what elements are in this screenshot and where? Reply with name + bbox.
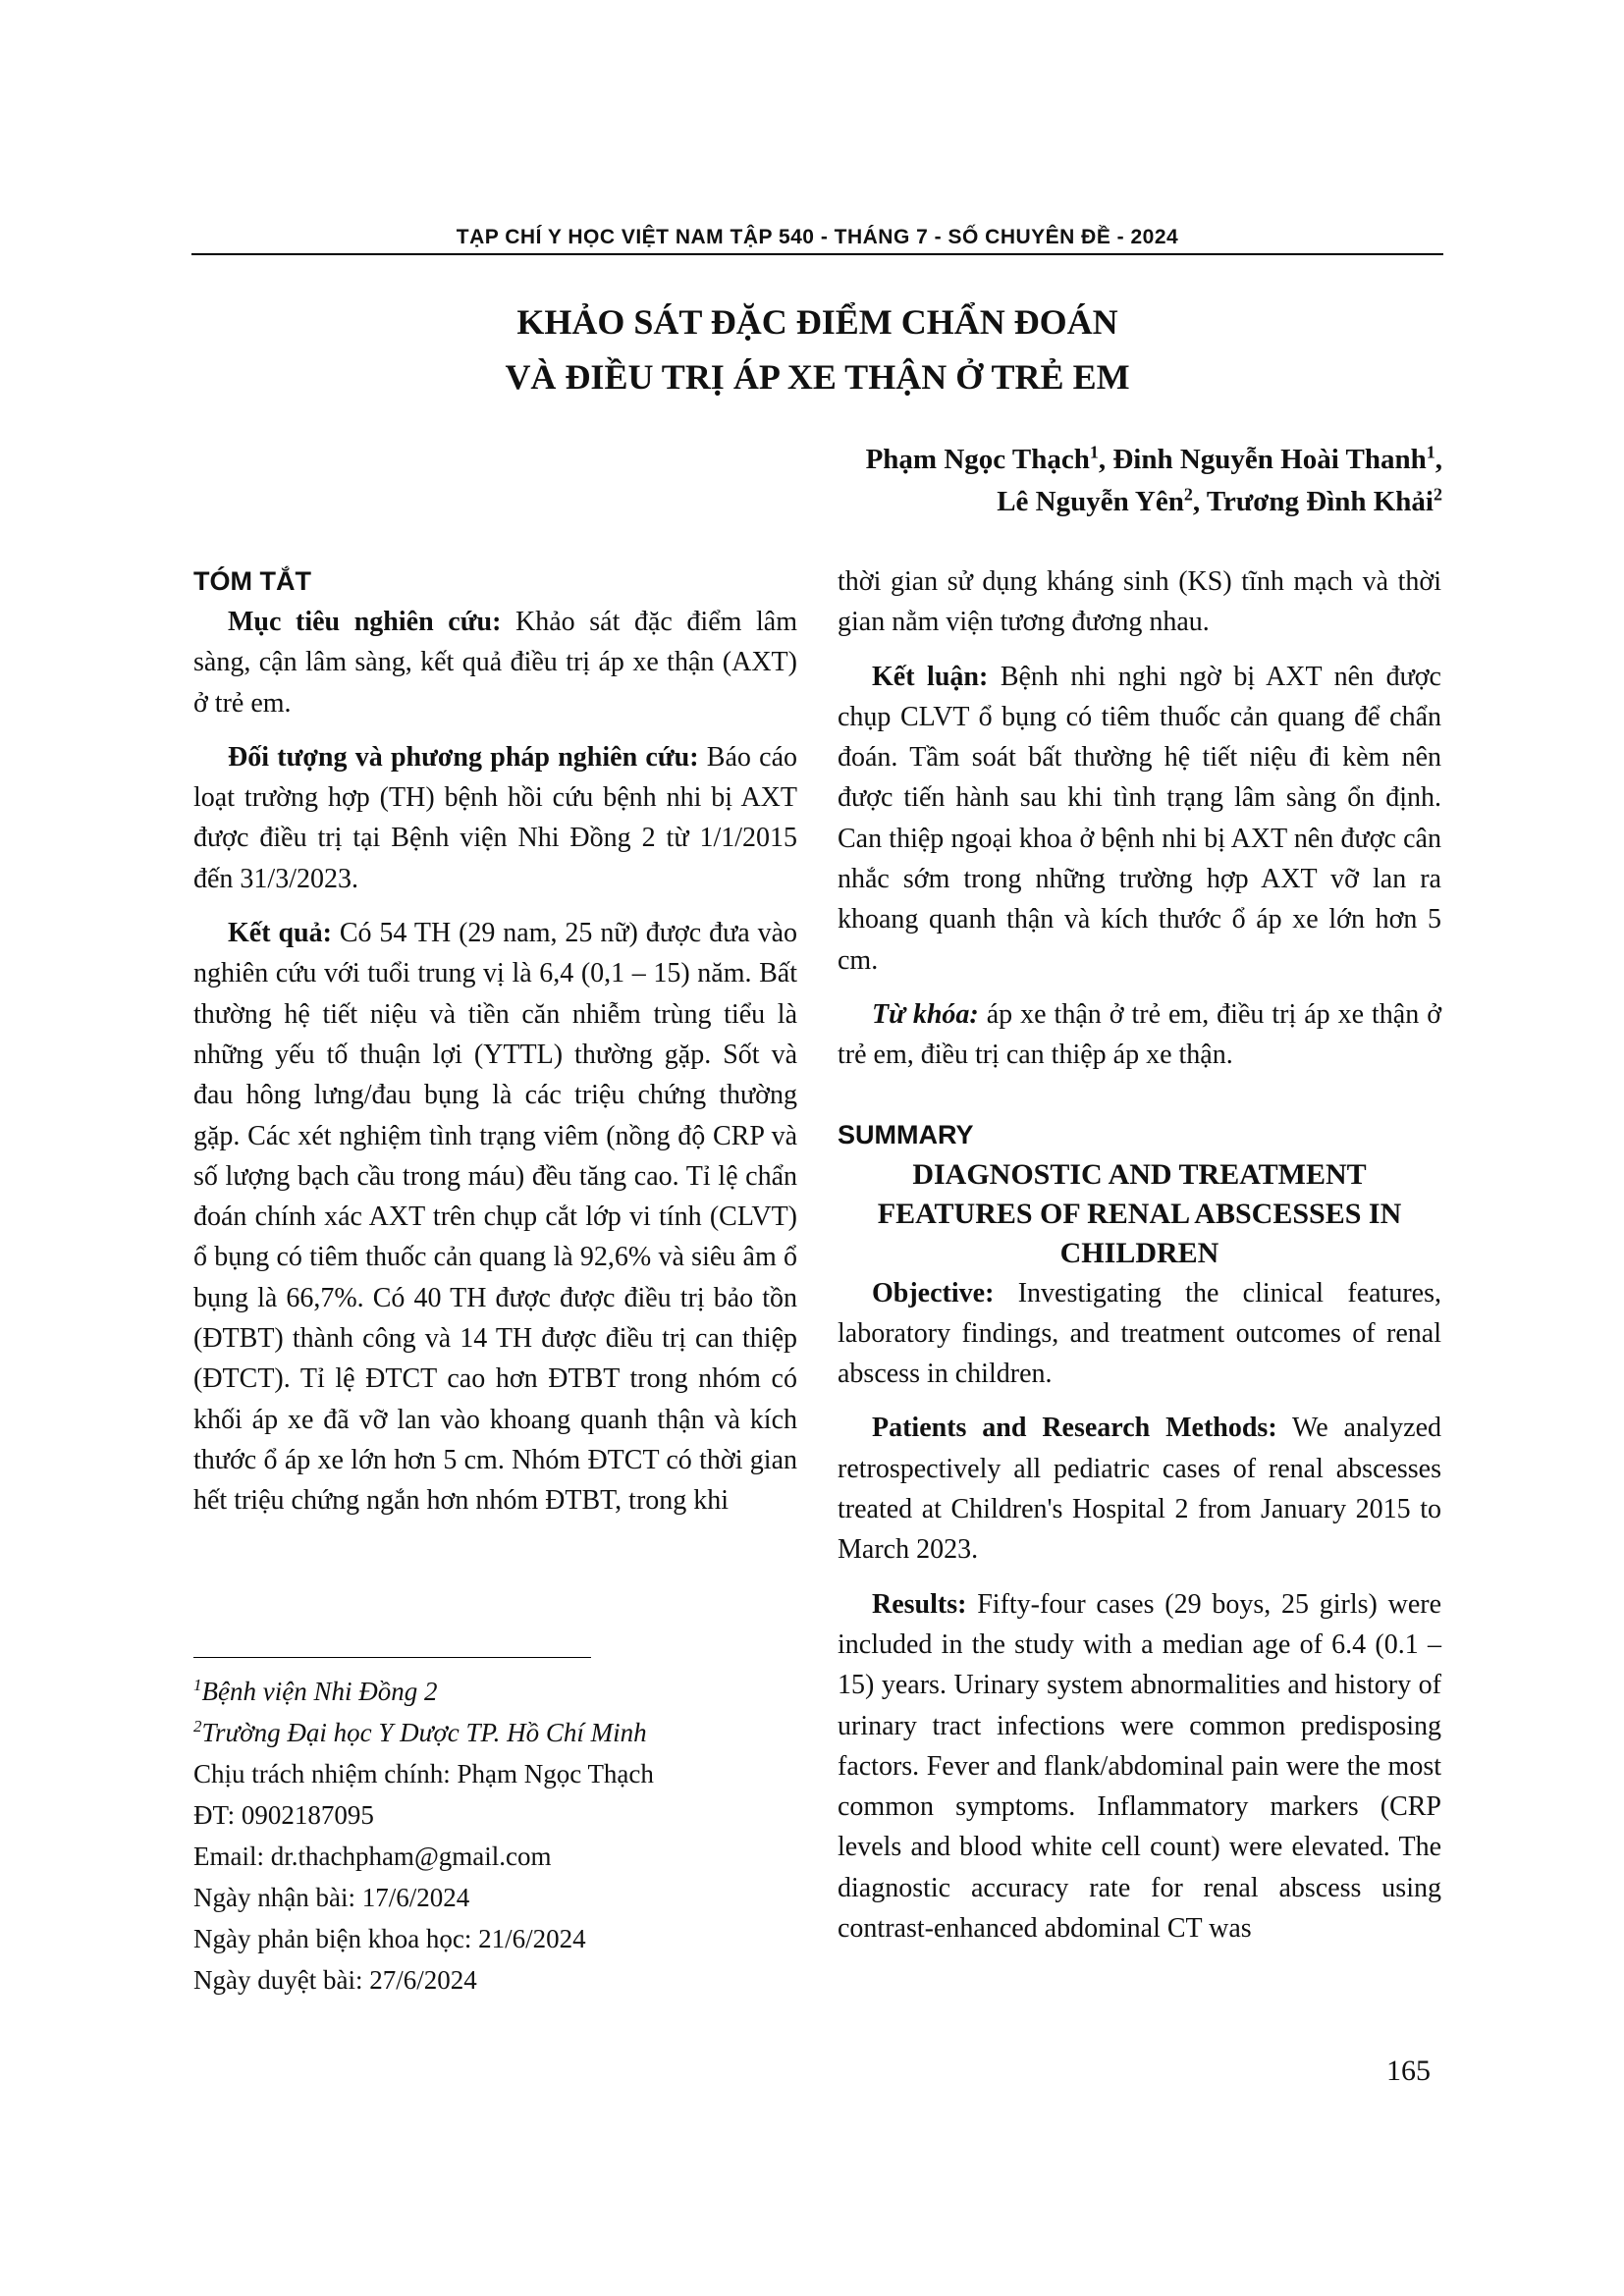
- objective-text: Khảo sát đặc điểm lâm sàng, cận lâm sàng, kết quả điều trị áp xe thận (AXT) ở trẻ em.: [193, 607, 797, 719]
- footnote-rule: [193, 1657, 591, 1658]
- objective-text-en: Investigating the clinical features, laboratory findings, and treatment outcomes of renal abscess in children.: [838, 1277, 1441, 1390]
- results-label-en: Results:: [872, 1588, 967, 1620]
- title-line-2: VÀ ĐIỀU TRỊ ÁP XE THẬN Ở TRẺ EM: [505, 357, 1130, 397]
- title-line-1: KHẢO SÁT ĐẶC ĐIỂM CHẨN ĐOÁN: [516, 302, 1118, 342]
- objective-label: Mục tiêu nghiên cứu:: [228, 607, 502, 637]
- abstract-vi-keywords: [838, 994, 1441, 1076]
- conclusion-text: Bệnh nhi nghi ngờ bị AXT nên được chụp CLVT ổ bụng có tiêm thuốc cản quang để chẩn đoán. Tầm soát bất thường hệ tiết niệu đi kèm nên được tiến hành sau khi tình trạng lâm sàng ổn định. Can thiệp ngoại khoa ở bệnh nhi bị AXT nên được cân nhắc sớm trong những trường hợp AXT vỡ lan ra khoang quanh thận và kích thước ổ áp xe lớn hơn 5 cm.: [838, 661, 1441, 976]
- email: Email: dr.thachpham@gmail.com: [193, 1842, 552, 1871]
- methods-label: Đối tượng và phương pháp nghiên cứu:: [228, 741, 699, 773]
- date-received: Ngày nhận bài: 17/6/2024: [193, 1883, 470, 1912]
- phone: ĐT: 0902187095: [193, 1800, 374, 1830]
- results-text-en: Fifty-four cases (29 boys, 25 girls) were included in the study with a median age of 6.4 (0.1 – 15) years. Urinary system abnormalities and history of urinary tract infections were common predisposing factors. Fever and flank/abdominal pain were the most common symptoms. Inflammatory markers (CRP levels and blood white cell count) were elevated. The diagnostic accuracy rate for renal abscess using contrast-enhanced abdominal CT was: [838, 1588, 1442, 1945]
- page-number: 165: [1386, 2055, 1431, 2087]
- results-text: Có 54 TH (29 nam, 25 nữ) được đưa vào nghiên cứu với tuổi trung vị là 6,4 (0,1 – 15) năm. Bất thường hệ tiết niệu và tiền căn nhiễm trùng tiểu là những yếu tố thuận lợi (YTTL) thường gặp. Sốt và đau hông lưng/đau bụng là các triệu chứng thường gặp. Các xét nghiệm tình trạng viêm (nồng độ CRP và số lượng bạch cầu trong máu) đều tăng cao. Tỉ lệ chẩn đoán chính xác AXT trên chụp cắt lớp vi tính (CLVT) ổ bụng có tiêm thuốc cản quang là 92,6% và siêu âm ổ bụng là 66,7%. Có 40 TH được được điều trị bảo tồn (ĐTBT) thành công và 14 TH được điều trị can thiệp (ĐTCT). Tỉ lệ ĐTCT cao hơn ĐTBT trong nhóm có khối áp xe đã vỡ lan vào khoang quanh thận và kích thước ổ áp xe lớn hơn 5 cm. Nhóm ĐTCT có thời gian hết triệu chứng ngắn hơn nhóm ĐTBT, trong khi: [193, 918, 798, 1517]
- author-list: [866, 439, 1442, 523]
- author-name: Lê Nguyễn Yên: [997, 486, 1184, 517]
- corresponding-author: Chịu trách nhiệm chính: Phạm Ngọc Thạch: [193, 1759, 654, 1789]
- keywords-text: áp xe thận ở trẻ em, điều trị áp xe thận ở trẻ em, điều trị can thiệp áp xe thận.: [838, 998, 1441, 1071]
- abstract-en-methods: [838, 1408, 1441, 1570]
- date-accepted: Ngày duyệt bài: 27/6/2024: [193, 1965, 477, 1995]
- abstract-vi-methods: [193, 737, 797, 899]
- header-rule: [191, 253, 1443, 255]
- abstract-vi-heading: TÓM TẮT: [193, 566, 311, 596]
- footnotes: [193, 1671, 797, 2001]
- abstract-vi-results: [193, 913, 797, 1521]
- abstract-vi-objective: [193, 602, 797, 723]
- affiliation-mark: 2: [1434, 484, 1442, 505]
- affiliation-mark: 1: [1426, 442, 1435, 462]
- abstract-vi-conclusion: [838, 657, 1441, 981]
- abstract-en-results: [838, 1584, 1441, 1949]
- author-line-1: Phạm Ngọc Thạch$^1$, Đinh Nguyễn Hoài Thanh$^1$,: [865, 442, 1442, 475]
- date-reviewed: Ngày phản biện khoa học: 21/6/2024: [193, 1924, 586, 1953]
- affiliation-mark: 2: [1183, 484, 1193, 505]
- affiliation-2: $^2$Trường Đại học Y Dược TP. Hồ Chí Minh: [193, 1717, 647, 1747]
- article-title: [191, 294, 1443, 404]
- methods-text-en: We analyzed retrospectively all pediatric cases of renal abscesses treated at Children's Hospital 2 from January 2015 to March 2023.: [838, 1413, 1441, 1566]
- author-name: Trương Đình Khải: [1206, 486, 1434, 517]
- objective-label-en: Objective:: [872, 1277, 995, 1308]
- right-column: [838, 561, 1441, 1949]
- author-name: Phạm Ngọc Thạch: [865, 444, 1090, 475]
- affiliation-1: $^1$Bệnh viện Nhi Đồng 2: [193, 1676, 438, 1706]
- keywords-label: Từ khóa:: [872, 998, 979, 1030]
- abstract-en-objective: [838, 1273, 1441, 1395]
- results-continuation: thời gian sử dụng kháng sinh (KS) tĩnh mạch và thời gian nằm viện tương đương nhau.: [838, 566, 1441, 638]
- left-column: [193, 561, 797, 1522]
- conclusion-label: Kết luận:: [872, 661, 989, 692]
- running-header: TẠP CHÍ Y HỌC VIỆT NAM TẬP 540 - THÁNG 7 - SỐ CHUYÊN ĐỀ - 2024: [456, 226, 1179, 248]
- author-name: Đinh Nguyễn Hoài Thanh: [1112, 444, 1427, 475]
- abstract-en-title: DIAGNOSTIC AND TREATMENT FEATURES OF RENAL ABSCESSES IN CHILDREN: [877, 1157, 1402, 1269]
- author-line-2: Lê Nguyễn Yên$^2$, Trương Đình Khải$^2$: [997, 484, 1442, 517]
- affiliation-mark: 1: [1089, 442, 1099, 462]
- methods-text: Báo cáo loạt trường hợp (TH) bệnh hồi cứu bệnh nhi bị AXT được điều trị tại Bệnh viện Nhi Đồng 2 từ 1/1/2015 đến 31/3/2023.: [193, 741, 798, 894]
- methods-label-en: Patients and Research Methods:: [872, 1413, 1277, 1444]
- results-label: Kết quả:: [228, 918, 332, 949]
- abstract-en-heading: SUMMARY: [838, 1119, 974, 1149]
